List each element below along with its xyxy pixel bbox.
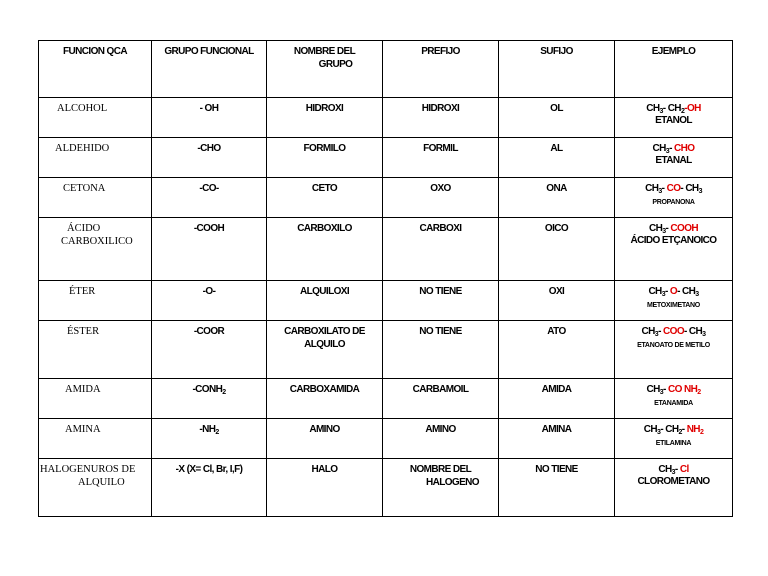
grupo-cell: - OH xyxy=(152,98,267,138)
header-nombre-line2: GRUPO xyxy=(318,59,353,70)
nombre-line2: ALQUILO xyxy=(304,339,345,350)
prefijo-cell: FORMIL xyxy=(383,138,499,178)
header-prefijo: PREFIJO xyxy=(383,41,499,98)
funcion-cell: ÉSTER xyxy=(39,321,152,379)
functional-groups-table xyxy=(38,40,733,517)
table-row xyxy=(39,379,733,419)
ejemplo-cell xyxy=(615,419,733,459)
prefijo-cell: HIDROXI xyxy=(383,98,499,138)
header-nombre-line1: NOMBRE DEL xyxy=(293,46,356,57)
funcion-cell: ALCOHOL xyxy=(39,98,152,138)
grupo-cell: -COOR xyxy=(152,321,267,379)
funcion-line2: ALQUILO xyxy=(78,477,125,488)
nombre-cell: CETO xyxy=(267,178,383,218)
funcion-cell: ALDEHIDO xyxy=(39,138,152,178)
ejemplo-cell xyxy=(615,218,733,281)
ejemplo-name: CLOROMETANO xyxy=(637,476,710,487)
funcion-cell: CETONA xyxy=(39,178,152,218)
ejemplo-cell xyxy=(615,281,733,321)
ejemplo-name: ÁCIDO ETÇANOICO xyxy=(630,235,717,246)
nombre-cell: ALQUILOXI xyxy=(267,281,383,321)
prefijo-cell: CARBOXI xyxy=(383,218,499,281)
header-row xyxy=(39,41,733,98)
ejemplo-name: ETILAMINA xyxy=(655,440,692,447)
prefijo-cell: AMINO xyxy=(383,419,499,459)
ejemplo-name: ETANAL xyxy=(655,155,692,166)
nombre-cell: CARBOXAMIDA xyxy=(267,379,383,419)
table-row xyxy=(39,321,733,379)
ejemplo-formula: $CH_3-$ CO $NH_2$ xyxy=(646,384,701,396)
nombre-line1: CARBOXILATO DE xyxy=(284,326,365,337)
header-sufijo: SUFIJO xyxy=(499,41,615,98)
funcion-line2: CARBOXILICO xyxy=(61,236,133,247)
grupo-cell: -CO- xyxy=(152,178,267,218)
funcion-line1: HALOGENUROS DE xyxy=(40,464,136,475)
nombre-cell xyxy=(267,321,383,379)
sufijo-cell: OL xyxy=(499,98,615,138)
prefijo-cell: OXO xyxy=(383,178,499,218)
sufijo-cell: AMIDA xyxy=(499,379,615,419)
sufijo-cell: AMINA xyxy=(499,419,615,459)
ejemplo-formula: $CH_3-$ COO- $CH_3$ xyxy=(641,326,706,338)
table-row xyxy=(39,98,733,138)
ejemplo-name: METOXIMETANO xyxy=(647,302,700,309)
sufijo-cell: ATO xyxy=(499,321,615,379)
header-ejemplo: EJEMPLO xyxy=(615,41,733,98)
ejemplo-formula: $CH_3-$ CO- $CH_3$ xyxy=(645,183,702,195)
table-row xyxy=(39,138,733,178)
nombre-cell: FORMILO xyxy=(267,138,383,178)
table-row xyxy=(39,218,733,281)
ejemplo-cell xyxy=(615,459,733,517)
prefijo-cell: NO TIENE xyxy=(383,281,499,321)
nombre-cell: HALO xyxy=(267,459,383,517)
sufijo-cell: OXI xyxy=(499,281,615,321)
grupo-cell: -O- xyxy=(152,281,267,321)
ejemplo-name: PROPANONA xyxy=(652,199,695,206)
ejemplo-cell xyxy=(615,138,733,178)
ejemplo-formula: $CH_3-$ COOH xyxy=(648,223,699,235)
prefijo-line1: NOMBRE DEL xyxy=(409,464,472,475)
ejemplo-cell xyxy=(615,178,733,218)
prefijo-cell xyxy=(383,459,499,517)
ejemplo-cell xyxy=(615,379,733,419)
grupo-cell: -CHO xyxy=(152,138,267,178)
sufijo-cell: OICO xyxy=(499,218,615,281)
ejemplo-formula: $CH_3-$ CHO xyxy=(652,143,695,155)
prefijo-cell: NO TIENE xyxy=(383,321,499,379)
sufijo-cell: AL xyxy=(499,138,615,178)
prefijo-cell: CARBAMOIL xyxy=(383,379,499,419)
header-nombre xyxy=(267,41,383,98)
funcion-cell: AMIDA xyxy=(39,379,152,419)
funcion-cell xyxy=(39,218,152,281)
nombre-cell: CARBOXILO xyxy=(267,218,383,281)
header-grupo: GRUPO FUNCIONAL xyxy=(152,41,267,98)
ejemplo-formula: $CH_3-$ O- $CH_3$ xyxy=(648,286,699,298)
table-row xyxy=(39,459,733,517)
sufijo-cell: NO TIENE xyxy=(499,459,615,517)
prefijo-line2: HALOGENO xyxy=(426,477,479,488)
table-row xyxy=(39,281,733,321)
table-row xyxy=(39,419,733,459)
grupo-cell: -X (X= Cl, Br, I,F) xyxy=(152,459,267,517)
ejemplo-cell xyxy=(615,98,733,138)
ejemplo-cell xyxy=(615,321,733,379)
ejemplo-formula: $CH_3-$ Cl xyxy=(658,464,689,476)
nombre-cell: HIDROXI xyxy=(267,98,383,138)
funcion-line1: ÁCIDO xyxy=(67,223,101,234)
funcion-cell: AMINA xyxy=(39,419,152,459)
funcion-cell: ÉTER xyxy=(39,281,152,321)
ejemplo-name: ETANAMIDA xyxy=(654,400,693,407)
sufijo-cell: ONA xyxy=(499,178,615,218)
funcion-cell xyxy=(39,459,152,517)
ejemplo-formula: $CH_3-$ $CH_2-$ $NH_2$ xyxy=(643,424,704,436)
header-funcion: FUNCION QCA xyxy=(39,41,152,98)
grupo-cell: $-NH_2$ xyxy=(152,419,267,459)
grupo-cell: -COOH xyxy=(152,218,267,281)
nombre-cell: AMINO xyxy=(267,419,383,459)
ejemplo-name: ETANOL xyxy=(655,115,692,126)
ejemplo-name: ETANOATO DE METILO xyxy=(637,342,710,349)
grupo-cell: $-CONH_2$ xyxy=(152,379,267,419)
table-row xyxy=(39,178,733,218)
ejemplo-formula: $CH_3-$ $CH_2-OH$ xyxy=(646,103,701,115)
